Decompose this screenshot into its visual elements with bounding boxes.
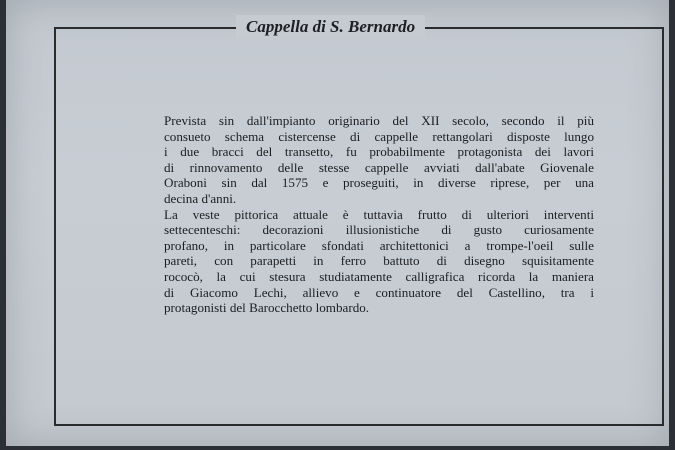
text-line: Oraboni sin dal 1575 e proseguiti, in diverse riprese, per una [164,175,594,191]
text-line: La veste pittorica attuale è tuttavia frutto di ulteriori interventi [164,206,594,222]
text-line: settecenteschi: decorazioni illusionistiche di gusto curiosamente [164,222,594,238]
text-line: profano, in particolare sfondati architettonici a trompe-l'oeil sulle [164,237,594,253]
text-line: decina d'anni. [164,190,237,206]
text-line: protagonisti del Barocchetto lombardo. [164,300,370,316]
info-panel [6,0,669,446]
text-line: Prevista sin dall'impianto originario del XII secolo, secondo il più [164,113,594,128]
panel-title: Cappella di S. Bernardo [236,15,425,39]
panel-body [164,113,594,316]
text-line: i due bracci del transetto, fu probabilmente protagonista dei lavori [164,144,594,160]
text-line: di Giacomo Lechi, allievo e continuatore del Castellino, tra i [164,284,594,300]
text-line: rococò, la cui stesura studiatamente calligrafica ricorda la maniera [164,268,594,284]
text-line: pareti, con parapetti in ferro battuto di disegno squisitamente [164,253,594,269]
text-line: di rinnovamento delle stesse cappelle avviati dall'abate Giovenale [164,159,594,175]
text-line: consueto schema cistercense di cappelle rettangolari disposte lungo [164,128,594,144]
